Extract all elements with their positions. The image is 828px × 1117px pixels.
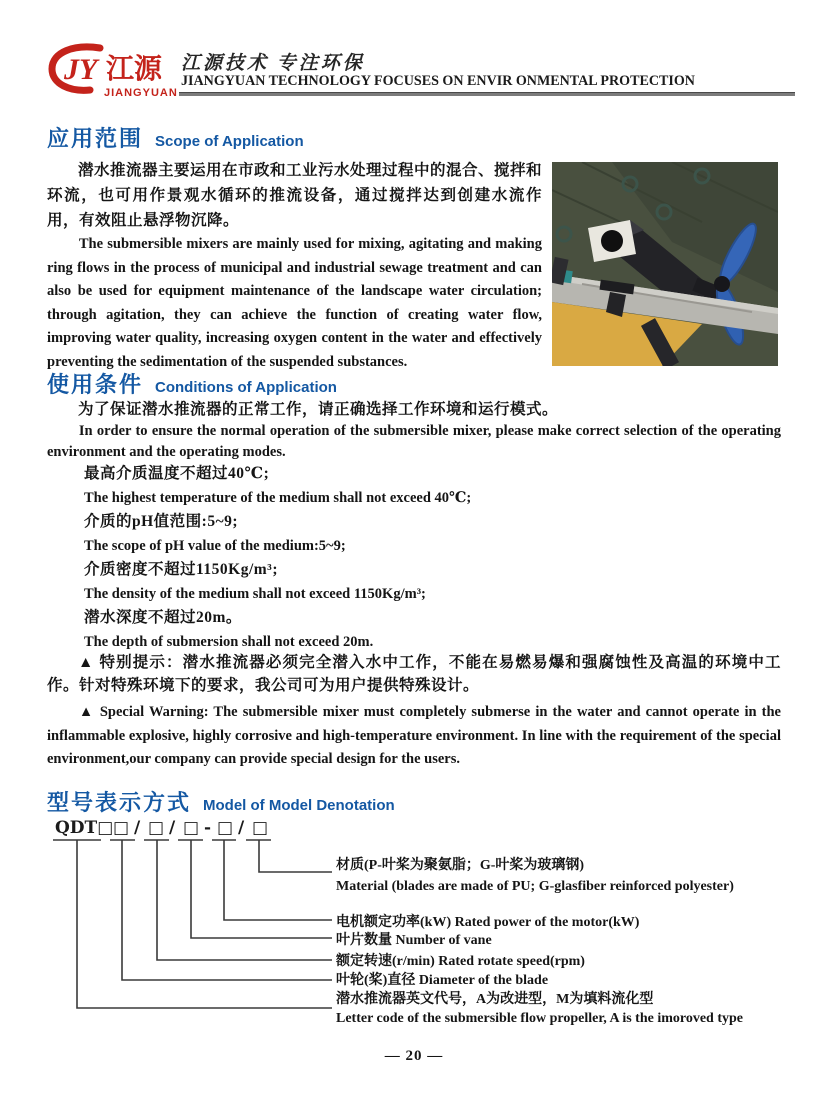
section-title-conditions-cn: 使用条件 [47,372,144,397]
company-logo [44,42,180,102]
model-code-box-4: □ [217,818,234,838]
model-code-prefix: QDT□ [55,818,114,838]
conditions-intro-en: In order to ensure the normal operation of the submersible mixer, please make correct selection of the operating environment and the operating modes. [47,423,781,460]
special-warning-en: ▲ Special Warning: The submersible mixer must completely submerse in the water and cannot operate in the inflammable explosive, highly corrosive and high-temperature environment. In line with the requirement of the special environment,our company can provide special design for the users. [47,704,781,767]
svg-text:JIANGYUAN: JIANGYUAN [104,87,178,99]
model-code-dash: - [204,818,212,838]
model-code-box-3: □ [183,818,200,838]
condition-ph-cn: 介质的pH值范围:5~9; [84,513,239,530]
label-rated-speed: 额定转速(r/min) Rated rotate speed(rpm) [336,954,585,969]
section-title-scope-en: Scope of Application [155,133,304,150]
section-title-scope-cn: 应用范围 [47,126,144,151]
conditions-list [84,462,471,654]
mixer-installation-photo [552,162,778,366]
condition-density-cn: 介质密度不超过1150Kg/m³; [84,561,278,578]
section-title-model-en: Model of Model Denotation [203,797,395,814]
section-title-conditions-en: Conditions of Application [155,379,337,396]
label-material-en: Material (blades are made of PU; G-glasfiber reinforced polyester) [336,879,734,894]
jiangyuan-logo-icon [44,42,180,102]
header-tagline-en: JIANGYUAN TECHNOLOGY FOCUSES ON ENVIR ONMENTAL PROTECTION [181,73,695,89]
header-tagline-cn: 江源技术 专注环保 [181,53,365,74]
condition-density-en: The density of the medium shall not exceed 1150Kg/m³; [84,586,426,602]
conditions-intro-cn: 为了保证潜水推流器的正常工作，请正确选择工作环境和运行模式。 [78,401,559,418]
section-title-scope [47,122,304,153]
page-number: — 20 — [384,1048,444,1064]
special-warning-cn: ▲ 特别提示：潜水推流器必须完全潜入水中工作，不能在易燃易爆和强腐蚀性及高温的环境中工作。针对特殊环境下的要求，我公司可为用户提供特殊设计。 [47,654,781,694]
condition-ph-en: The scope of pH value of the medium:5~9; [84,538,346,554]
header-divider [179,92,795,96]
model-code-slash-1: / [134,818,141,838]
scope-paragraph-cn: 潜水推流器主要运用在市政和工业污水处理过程中的混合、搅拌和环流，也可用作景观水循环的推流设备，通过搅拌达到创建水流作用，有效阻止悬浮物沉降。 [47,162,543,229]
model-code-diagram [0,818,828,1044]
condition-temperature-en: The highest temperature of the medium shall not exceed 40℃; [84,490,472,506]
model-code-box-5: □ [252,818,269,838]
scope-paragraph-en: The submersible mixers are mainly used for mixing, agitating and making ring flows in the process of municipal and industrial sewage treatment and can also be used for equipment maintenance of the landscape water circulation; through agitation, they can achieve the function of creating water flow, improving water quality, increasing oxygen content in the water and effectively preventing the sedimentation of the suspended substances. [47,236,542,370]
label-rated-power: 电机额定功率(kW) Rated power of the motor(kW) [336,915,640,930]
model-code-slash-2: / [169,818,176,838]
section-title-model-cn: 型号表示方式 [47,790,192,815]
condition-depth-en: The depth of submersion shall not exceed 20m. [84,634,374,650]
section-title-model [47,786,395,817]
condition-depth-cn: 潜水深度不超过20m。 [84,609,242,626]
label-letter-code-cn: 潜水推流器英文代号，A为改进型，M为填料流化型 [336,992,654,1007]
model-code-slash-3: / [238,818,245,838]
model-code-box-2: □ [148,818,165,838]
label-number-of-vane: 叶片数量 Number of vane [336,933,492,948]
label-material-cn: 材质(P-叶桨为聚氨脂；G-叶桨为玻璃钢) [336,858,585,873]
svg-text:JY: JY [64,53,98,86]
model-code-box-1: □ [113,818,130,838]
label-letter-code-en: Letter code of the submersible flow propeller, A is the imoroved type [336,1011,743,1026]
section-title-conditions [47,368,337,399]
svg-text:江源: 江源 [106,54,163,85]
condition-temperature-cn: 最高介质温度不超过40℃; [84,465,270,482]
label-blade-diameter: 叶轮(桨)直径 Diameter of the blade [336,973,549,988]
